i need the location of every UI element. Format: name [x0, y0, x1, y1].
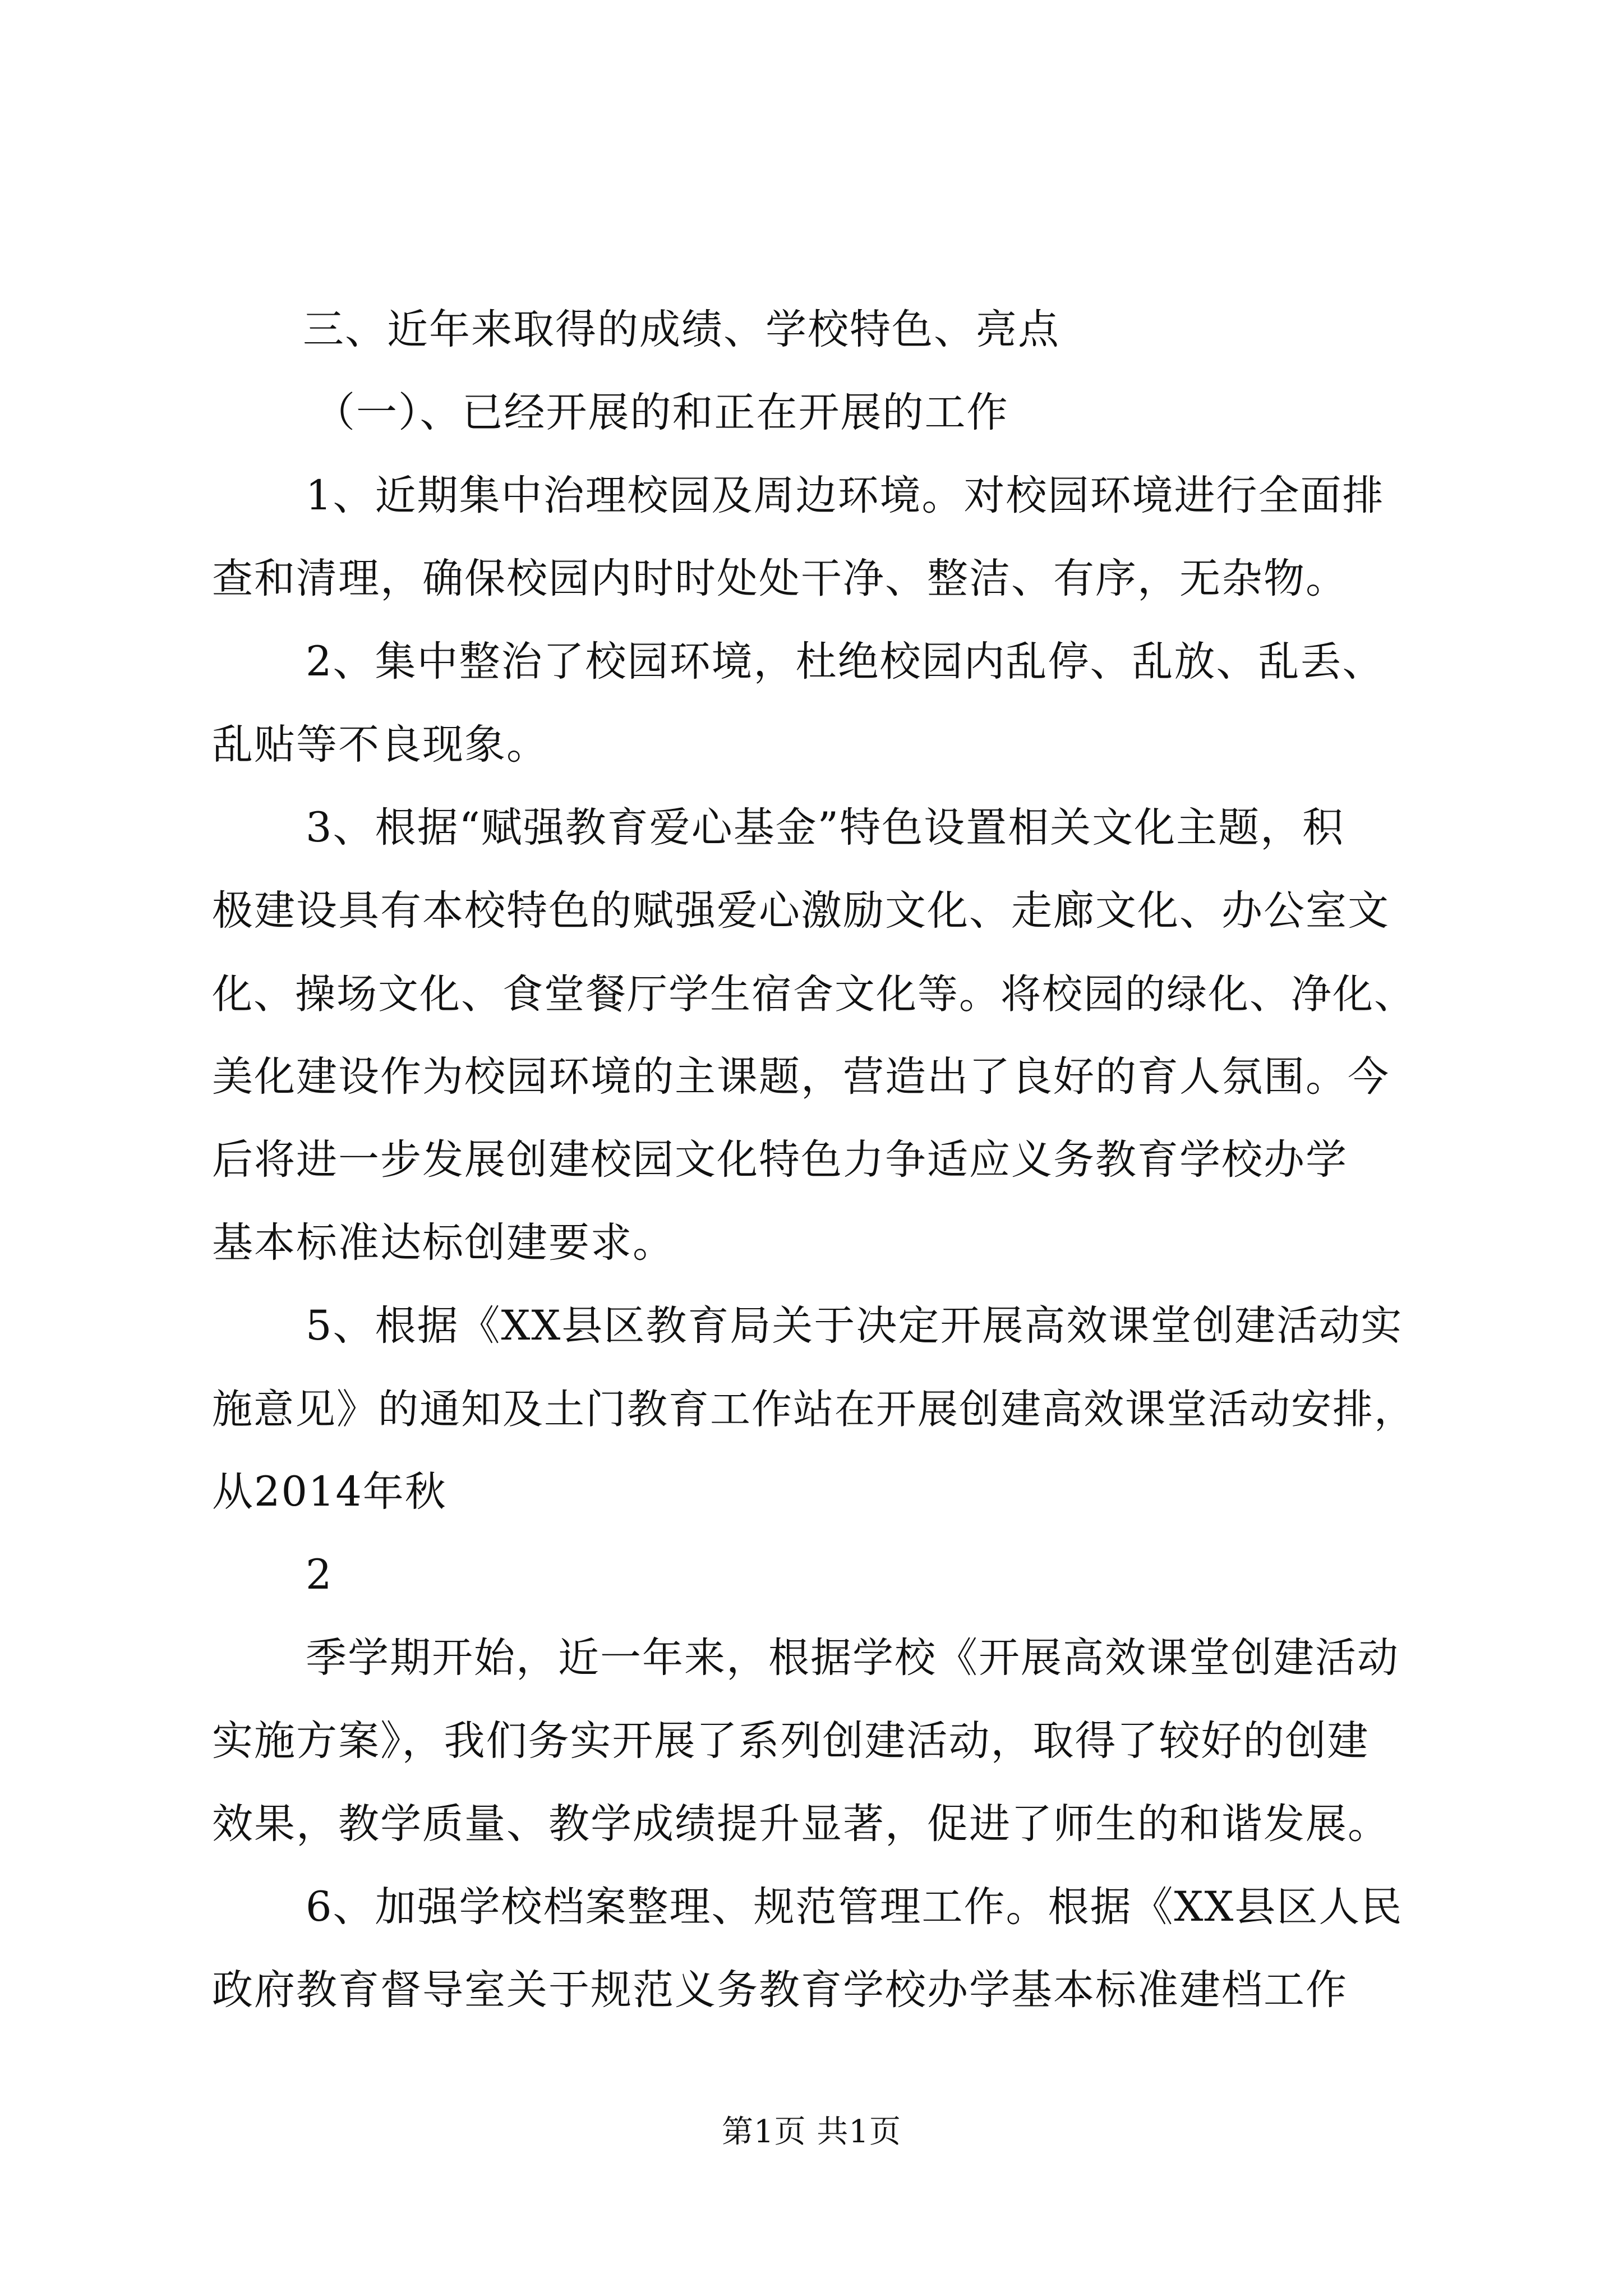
paragraph-line: 5、根据《XX县区教育局关于决定开展高效课堂创建活动实 — [306, 1302, 1403, 1350]
paragraph-line: 6、加强学校档案整理、规范管理工作。根据《XX县区人民 — [306, 1883, 1403, 1931]
paragraph-line: 2、集中整治了校园环境，杜绝校园内乱停、乱放、乱丢、 — [306, 638, 1385, 685]
paragraph-line: 后将进一步发展创建校园文化特色力争适应义务教育学校办学 — [212, 1136, 1348, 1184]
page-footer: 第1页 共1页 — [721, 2114, 902, 2150]
subsection-heading: （一）、已经开展的和正在开展的工作 — [314, 389, 1009, 436]
paragraph-line: 施意见》的通知及土门教育工作站在开展创建高效课堂活动安排， — [212, 1386, 1416, 1433]
paragraph-line: 极建设具有本校特色的赋强爱心激励文化、走廊文化、办公室文 — [212, 887, 1390, 935]
paragraph-line: 美化建设作为校园环境的主课题，营造出了良好的育人氛围。今 — [212, 1053, 1390, 1101]
paragraph-line: 乱贴等不良现象。 — [212, 721, 548, 769]
paragraph-line: 从2014年秋 — [212, 1468, 447, 1516]
page-number-inline: 2 — [306, 1551, 333, 1599]
paragraph-line: 1、近期集中治理校园及周边环境。对校园环境进行全面排 — [306, 472, 1385, 519]
paragraph-line: 基本标准达标创建要求。 — [212, 1219, 675, 1267]
paragraph-line: 查和清理，确保校园内时时处处干净、整洁、有序，无杂物。 — [212, 555, 1348, 602]
paragraph-line: 化、操场文化、食堂餐厅学生宿舍文化等。将校园的绿化、净化、 — [212, 970, 1416, 1018]
section-heading: 三、近年来取得的成绩、学校特色、亮点 — [303, 306, 1060, 353]
paragraph-line: 实施方案》，我们务实开展了系列创建活动，取得了较好的创建 — [212, 1717, 1370, 1765]
paragraph-line: 季学期开始，近一年来，根据学校《开展高效课堂创建活动 — [306, 1634, 1399, 1682]
paragraph-line: 效果，教学质量、教学成绩提升显著，促进了师生的和谐发展。 — [212, 1800, 1390, 1848]
paragraph-line: 政府教育督导室关于规范义务教育学校办学基本标准建档工作 — [212, 1966, 1348, 2014]
paragraph-line: 3、根据“赋强教育爱心基金”特色设置相关文化主题，积 — [306, 804, 1345, 852]
